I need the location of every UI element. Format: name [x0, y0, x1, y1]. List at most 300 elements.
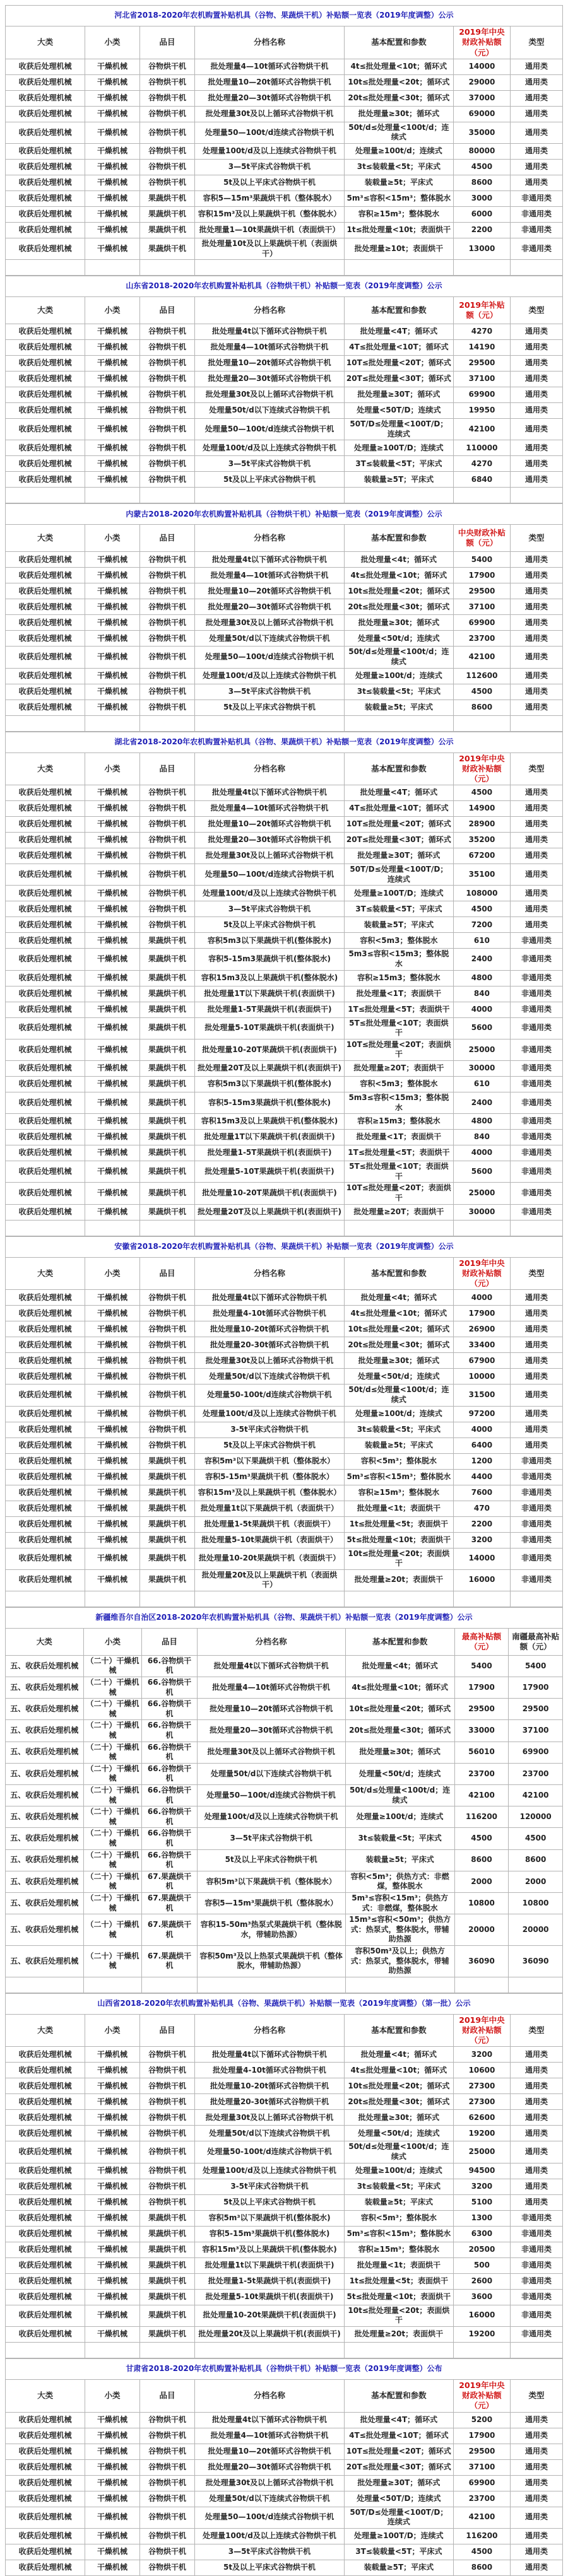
cell-config-params: 处理量≥100t/d；连续式 — [344, 668, 453, 684]
cell-subsidy-amount: 2400 — [453, 1092, 510, 1114]
table-row — [6, 2289, 563, 2305]
cell-subsidy-amount: 35100 — [453, 864, 510, 886]
cell-tier-name: 批处理量10t及以上果蔬烘干机（表面烘干） — [195, 238, 345, 259]
cell-type: 通用类 — [510, 2110, 562, 2126]
cell-subsidy-amount: 10000 — [453, 1369, 510, 1385]
cell-major-category: 收获后处理机械 — [6, 917, 85, 933]
cell-config-params: 处理量≥100t/d；连续式 — [345, 1806, 454, 1828]
cell-major-category: 收获后处理机械 — [6, 631, 85, 647]
cell-config-params: 3T≤装载量<5T；平床式 — [344, 2544, 453, 2560]
cell-type: 非通用类 — [510, 1130, 562, 1145]
cell-major-category: 五、收获后处理机械 — [6, 1892, 84, 1914]
cell-type: 非通用类 — [510, 1532, 562, 1548]
cell-major-category: 收获后处理机械 — [6, 668, 85, 684]
cell-type: 非通用类 — [510, 1002, 562, 1017]
cell-major-category: 收获后处理机械 — [6, 568, 85, 583]
cell-major-category: 五、收获后处理机械 — [6, 1677, 84, 1699]
column-header-1: 大类 — [6, 297, 85, 324]
cell-major-category: 收获后处理机械 — [6, 403, 85, 419]
cell-config-params: 批处理量<1t；表面烘干 — [344, 2257, 453, 2273]
cell-major-category: 收获后处理机械 — [6, 970, 85, 986]
cell-south-xinjiang-subsidy: 17900 — [509, 1677, 563, 1699]
cell-subsidy-amount: 5100 — [453, 2194, 510, 2210]
cell-type: 通用类 — [510, 90, 562, 106]
table-row — [6, 472, 563, 488]
cell-subsidy-amount: 4400 — [453, 1469, 510, 1485]
cell-sub-category: 干燥机械 — [85, 970, 140, 986]
cell-type: 通用类 — [510, 122, 562, 143]
cell-subsidy-amount: 10600 — [453, 2063, 510, 2078]
cell-major-category: 收获后处理机械 — [6, 933, 85, 949]
cell-type: 通用类 — [510, 917, 562, 933]
empty-cell — [510, 488, 562, 503]
cell-tier-name: 5t及以上平床式谷物烘干机 — [197, 1849, 345, 1871]
column-header-3: 品目 — [142, 1628, 197, 1655]
column-header-6: 中央财政补贴额（元） — [453, 525, 510, 552]
cell-major-category: 收获后处理机械 — [6, 419, 85, 440]
cell-sub-category: 干燥机械 — [85, 1485, 140, 1501]
cell-tier-name: 批处理量4-10t循环式谷物烘干机 — [195, 1306, 345, 1321]
cell-type: 通用类 — [510, 2507, 562, 2528]
cell-major-category: 收获后处理机械 — [6, 886, 85, 901]
cell-major-category: 收获后处理机械 — [6, 1422, 85, 1437]
table-title: 湖北省2018-2020年农机购置补贴机具（谷物、果蔬烘干机）补贴额一览表（2019年度调整）公示 — [6, 732, 563, 752]
empty-cell — [344, 715, 453, 731]
header-row — [6, 297, 563, 324]
cell-major-category: 收获后处理机械 — [6, 90, 85, 106]
cell-subsidy-amount: 470 — [453, 1501, 510, 1516]
cell-major-category: 收获后处理机械 — [6, 2326, 85, 2342]
cell-config-params: 批处理量≥30t；循环式 — [344, 106, 453, 122]
cell-major-category: 收获后处理机械 — [6, 2047, 85, 2063]
empty-cell — [510, 2342, 562, 2358]
cell-item: 66.谷物烘干机 — [142, 1828, 197, 1849]
cell-config-params: 装载量≥5T；平床式 — [344, 472, 453, 488]
cell-type: 通用类 — [510, 864, 562, 886]
column-header-5: 基本配置和参数 — [344, 297, 453, 324]
cell-sub-category: 干燥机械 — [85, 238, 140, 259]
cell-subsidy-amount: 35000 — [453, 122, 510, 143]
cell-tier-name: 容积5—15m³果蔬烘干机（整体脱水） — [197, 1892, 345, 1914]
cell-subsidy-amount: 4500 — [453, 901, 510, 917]
cell-major-category: 收获后处理机械 — [6, 1469, 85, 1485]
empty-cell — [195, 1591, 345, 1607]
cell-type: 非通用类 — [510, 190, 562, 206]
cell-subsidy-amount: 14000 — [453, 1548, 510, 1569]
cell-item: 谷物烘干机 — [139, 403, 194, 419]
table-row — [6, 552, 563, 568]
cell-subsidy-amount: 500 — [453, 2257, 510, 2273]
cell-sub-category: 干燥机械 — [85, 456, 140, 472]
empty-spacer-row — [6, 715, 563, 731]
table-row — [6, 684, 563, 700]
cell-tier-name: 处理量50—100t/d连续式谷物烘干机 — [195, 419, 345, 440]
cell-tier-name: 批处理量1-5T果蔬烘干机(表面烘干) — [195, 1145, 345, 1161]
table-row — [6, 2507, 563, 2528]
empty-cell — [453, 1591, 510, 1607]
cell-sub-category: 干燥机械 — [85, 2110, 140, 2126]
table-row — [6, 106, 563, 122]
table-row — [6, 2326, 563, 2342]
empty-spacer-row — [6, 260, 563, 276]
cell-config-params: 装载量≥5T；平床式 — [344, 917, 453, 933]
cell-tier-name: 处理量100t/d及以上连续式谷物烘干机 — [195, 886, 345, 901]
table-row — [6, 1017, 563, 1039]
cell-item: 67.果蔬烘干机 — [142, 1871, 197, 1892]
cell-config-params: 10t≤批处理量<20t；循环式 — [345, 1699, 454, 1720]
cell-subsidy-amount: 29500 — [453, 583, 510, 599]
cell-subsidy-amount: 116200 — [453, 2528, 510, 2544]
cell-item: 66.谷物烘干机 — [142, 1742, 197, 1763]
cell-tier-name: 容积5m³以下果蔬烘干机（整体脱水） — [197, 1871, 345, 1892]
cell-config-params: 1t≤批处理量<10t；表面烘干 — [344, 222, 453, 238]
cell-item: 谷物烘干机 — [139, 440, 194, 456]
table-row — [6, 1677, 563, 1699]
table-row — [6, 2305, 563, 2326]
table-row — [6, 631, 563, 647]
cell-item: 67.果蔬烘干机 — [142, 1945, 197, 1977]
cell-subsidy-amount: 27300 — [453, 2078, 510, 2094]
cell-item: 谷物烘干机 — [139, 1437, 194, 1453]
cell-item: 谷物烘干机 — [139, 2141, 194, 2163]
table-title-row — [6, 2358, 563, 2379]
cell-sub-category: 干燥机械 — [85, 403, 140, 419]
cell-sub-category: 干燥机械 — [85, 159, 140, 175]
cell-max-subsidy-amount: 33000 — [454, 1720, 509, 1742]
cell-sub-category: 干燥机械 — [85, 2210, 140, 2226]
table-row — [6, 2210, 563, 2226]
empty-spacer-row — [6, 1591, 563, 1607]
cell-type: 通用类 — [510, 1385, 562, 1406]
table-title: 安徽省2018-2020年农机购置补贴机具（谷物、果蔬烘干机）补贴额一览表（2019年度调整）公示 — [6, 1236, 563, 1257]
cell-type: 通用类 — [510, 2141, 562, 2163]
cell-item: 66.谷物烘干机 — [142, 1806, 197, 1828]
cell-subsidy-amount: 25000 — [453, 1039, 510, 1060]
cell-subsidy-amount: 3200 — [453, 1532, 510, 1548]
cell-tier-name: 容积5m3以下果蔬烘干机(整体脱水) — [195, 933, 345, 949]
cell-type: 非通用类 — [510, 2242, 562, 2257]
empty-cell — [344, 1220, 453, 1236]
cell-item: 谷物烘干机 — [139, 647, 194, 668]
cell-max-subsidy-amount: 42100 — [454, 1785, 509, 1806]
cell-max-subsidy-amount: 29500 — [454, 1699, 509, 1720]
cell-major-category: 收获后处理机械 — [6, 472, 85, 488]
cell-config-params: 10T≤批处理量<20T；表面烘干 — [344, 1039, 453, 1060]
cell-type: 通用类 — [510, 1353, 562, 1369]
cell-tier-name: 批处理量30t及以上循环式谷物烘干机 — [195, 1353, 345, 1369]
cell-tier-name: 5t及以上平床式谷物烘干机 — [195, 700, 345, 715]
cell-major-category: 收获后处理机械 — [6, 2110, 85, 2126]
cell-tier-name: 批处理量10-20T果蔬烘干机(表面烘干) — [195, 1039, 345, 1060]
cell-subsidy-amount: 42100 — [453, 647, 510, 668]
column-header-5: 基本配置和参数 — [344, 2379, 453, 2412]
cell-item: 谷物烘干机 — [139, 668, 194, 684]
cell-sub-category: 干燥机械 — [85, 886, 140, 901]
cell-type: 通用类 — [510, 1437, 562, 1453]
cell-tier-name: 批处理量10-20t果蔬烘干机（表面烘干） — [195, 1548, 345, 1569]
table-row — [6, 1114, 563, 1130]
table-row — [6, 456, 563, 472]
cell-sub-category: 干燥机械 — [85, 848, 140, 864]
cell-major-category: 五、收获后处理机械 — [6, 1849, 84, 1871]
cell-item: 谷物烘干机 — [139, 2475, 194, 2491]
cell-type: 非通用类 — [510, 1061, 562, 1077]
column-header-4: 分档名称 — [195, 297, 345, 324]
empty-cell — [85, 1220, 140, 1236]
table-row — [6, 1321, 563, 1337]
cell-type: 通用类 — [510, 1321, 562, 1337]
cell-type: 非通用类 — [510, 1548, 562, 1569]
column-header-2: 小类 — [85, 2379, 140, 2412]
cell-tier-name: 批处理量5-10T果蔬烘干机(表面烘干) — [195, 1161, 345, 1183]
cell-subsidy-amount: 5600 — [453, 1161, 510, 1183]
cell-item: 谷物烘干机 — [139, 917, 194, 933]
cell-sub-category: 干燥机械 — [85, 1145, 140, 1161]
cell-tier-name: 批处理量30t及以上循环式谷物烘干机 — [195, 2110, 345, 2126]
cell-type: 非通用类 — [510, 1516, 562, 1532]
cell-max-subsidy-amount: 56010 — [454, 1742, 509, 1763]
cell-type: 非通用类 — [510, 206, 562, 222]
cell-config-params: 50T/D≤处理量<100T/D；连续式 — [344, 2507, 453, 2528]
cell-tier-name: 3—5t平床式谷物烘干机 — [197, 1828, 345, 1849]
cell-config-params: 处理量≥100T/D；连续式 — [344, 440, 453, 456]
cell-tier-name: 批处理量10—20t循环式谷物烘干机 — [195, 817, 345, 833]
cell-sub-category: 干燥机械 — [85, 684, 140, 700]
header-row — [6, 1257, 563, 1290]
table-row — [6, 59, 563, 74]
cell-type: 通用类 — [510, 175, 562, 190]
column-header-7: 类型 — [510, 2379, 562, 2412]
table-title: 甘肃省2018-2020年农机购置补贴机具（谷物烘干机）补贴额一览表（2019年度调整）公布 — [6, 2358, 563, 2379]
cell-tier-name: 5t及以上平床式谷物烘干机 — [195, 917, 345, 933]
cell-tier-name: 容积50m³及以上热泵式果蔬烘干机（整体脱水，带辅助热源） — [197, 1945, 345, 1977]
cell-major-category: 五、收获后处理机械 — [6, 1785, 84, 1806]
cell-tier-name: 批处理量10—20t循环式谷物烘干机 — [195, 2444, 345, 2459]
table-title-row — [6, 732, 563, 752]
cell-subsidy-amount: 840 — [453, 1130, 510, 1145]
cell-sub-category: 干燥机械 — [85, 2444, 140, 2459]
cell-config-params: 5t≤批处理量<10t；表面烘干 — [344, 2289, 453, 2305]
cell-sub-category: 干燥机械 — [85, 1321, 140, 1337]
table-row — [6, 122, 563, 143]
cell-tier-name: 批处理量4—10t循环式谷物烘干机 — [195, 59, 345, 74]
cell-item: 果蔬烘干机 — [139, 222, 194, 238]
cell-major-category: 收获后处理机械 — [6, 1077, 85, 1092]
empty-spacer-row — [6, 1977, 563, 1993]
cell-sub-category: 干燥机械 — [85, 122, 140, 143]
cell-major-category: 收获后处理机械 — [6, 583, 85, 599]
cell-tier-name: 容积5-15m³果蔬烘干机（整体脱水） — [195, 1469, 345, 1485]
table-row — [6, 206, 563, 222]
column-header-1: 大类 — [6, 1257, 85, 1290]
cell-config-params: 50t/d≤处理量<100t/d；连续式 — [344, 122, 453, 143]
cell-major-category: 五、收获后处理机械 — [6, 1871, 84, 1892]
cell-tier-name: 批处理量30t及以上循环式谷物烘干机 — [197, 1742, 345, 1763]
cell-south-xinjiang-subsidy: 5400 — [509, 1655, 563, 1677]
cell-subsidy-amount: 6300 — [453, 2226, 510, 2242]
cell-item: 谷物烘干机 — [139, 583, 194, 599]
column-header-6: 2019年中央财政补贴额（元） — [453, 752, 510, 785]
column-header-7: 类型 — [510, 752, 562, 785]
cell-type: 通用类 — [510, 2179, 562, 2194]
cell-major-category: 收获后处理机械 — [6, 143, 85, 159]
cell-type: 通用类 — [510, 2491, 562, 2507]
cell-tier-name: 处理量50t/d以下连续式谷物烘干机 — [195, 2491, 345, 2507]
cell-config-params: 3t≤装载量<5t；平床式 — [344, 159, 453, 175]
cell-sub-category: 干燥机械 — [85, 1469, 140, 1485]
cell-max-subsidy-amount: 23700 — [454, 1763, 509, 1784]
cell-item: 果蔬烘干机 — [139, 1077, 194, 1092]
cell-config-params: 容积≥15m³；整体脱水 — [344, 1485, 453, 1501]
cell-config-params: 4t≤批处理量<10t；循环式 — [345, 1677, 454, 1699]
cell-major-category: 收获后处理机械 — [6, 1161, 85, 1183]
cell-tier-name: 3-5t平床式谷物烘干机 — [195, 1422, 345, 1437]
cell-type: 通用类 — [510, 440, 562, 456]
cell-sub-category: 干燥机械 — [85, 599, 140, 615]
cell-config-params: 批处理量<4t；循环式 — [344, 2047, 453, 2063]
table-row — [6, 1945, 563, 1977]
cell-config-params: 批处理量≥30t；循环式 — [344, 615, 453, 631]
cell-subsidy-amount: 19200 — [453, 2126, 510, 2141]
table-row — [6, 1092, 563, 1114]
cell-tier-name: 批处理量20—30t循环式谷物烘干机 — [195, 2459, 345, 2475]
column-header-7: 类型 — [510, 1257, 562, 1290]
cell-subsidy-amount: 33400 — [453, 1337, 510, 1353]
table-row — [6, 238, 563, 259]
cell-tier-name: 容积5—15m³果蔬烘干机（整体脱水） — [195, 190, 345, 206]
empty-cell — [453, 715, 510, 731]
table-row — [6, 222, 563, 238]
header-row — [6, 2014, 563, 2047]
cell-config-params: 批处理量≥30t；循环式 — [345, 1742, 454, 1763]
table-row — [6, 2226, 563, 2242]
cell-major-category: 五、收获后处理机械 — [6, 1720, 84, 1742]
table-row — [6, 419, 563, 440]
cell-tier-name: 批处理量20-30t循环式谷物烘干机 — [195, 2094, 345, 2110]
cell-sub-category: （二十）干燥机械 — [83, 1742, 142, 1763]
cell-subsidy-amount: 14900 — [453, 801, 510, 817]
cell-type: 非通用类 — [510, 1017, 562, 1039]
cell-major-category: 五、收获后处理机械 — [6, 1699, 84, 1720]
cell-subsidy-amount: 4500 — [453, 2544, 510, 2560]
table-row — [6, 143, 563, 159]
cell-major-category: 收获后处理机械 — [6, 1437, 85, 1453]
cell-sub-category: （二十）干燥机械 — [83, 1655, 142, 1677]
cell-subsidy-amount: 4000 — [453, 1290, 510, 1306]
cell-type: 通用类 — [510, 801, 562, 817]
table-row — [6, 1763, 563, 1784]
column-header-6: 2019年中央财政补贴额（元） — [453, 26, 510, 59]
cell-config-params: 20t≤批处理量<30t；循环式 — [345, 1720, 454, 1742]
cell-type: 通用类 — [510, 1406, 562, 1422]
cell-sub-category: 干燥机械 — [85, 2412, 140, 2428]
table-row — [6, 1369, 563, 1385]
column-header-6: 2019年补贴额（元） — [453, 297, 510, 324]
empty-cell — [6, 488, 85, 503]
cell-item: 果蔬烘干机 — [139, 1516, 194, 1532]
cell-tier-name: 处理量50t/d以下连续式谷物烘干机 — [195, 1369, 345, 1385]
empty-cell — [6, 260, 85, 276]
cell-major-category: 收获后处理机械 — [6, 1337, 85, 1353]
column-header-1: 大类 — [6, 525, 85, 552]
cell-item: 果蔬烘干机 — [139, 1204, 194, 1220]
cell-south-xinjiang-subsidy: 37100 — [509, 1720, 563, 1742]
cell-subsidy-amount: 610 — [453, 1077, 510, 1092]
cell-type: 通用类 — [510, 583, 562, 599]
cell-sub-category: 干燥机械 — [85, 817, 140, 833]
column-header-1: 大类 — [6, 2014, 85, 2047]
cell-sub-category: 干燥机械 — [85, 2242, 140, 2257]
column-header-4: 分档名称 — [197, 1628, 345, 1655]
cell-south-xinjiang-subsidy: 23700 — [509, 1763, 563, 1784]
table-row — [6, 175, 563, 190]
cell-type: 通用类 — [510, 419, 562, 440]
cell-config-params: 20T≤批处理量<30T；循环式 — [344, 372, 453, 387]
cell-type: 非通用类 — [510, 986, 562, 1002]
column-header-5: 基本配置和参数 — [344, 525, 453, 552]
cell-config-params: 1T≤批处理量<5T；表面烘干 — [344, 1145, 453, 1161]
cell-type: 通用类 — [510, 2412, 562, 2428]
cell-item: 66.谷物烘干机 — [142, 1677, 197, 1699]
cell-major-category: 收获后处理机械 — [6, 2273, 85, 2289]
cell-type: 非通用类 — [510, 1077, 562, 1092]
cell-tier-name: 批处理量1T以下果蔬烘干机(表面烘干) — [195, 1130, 345, 1145]
cell-item: 果蔬烘干机 — [139, 2273, 194, 2289]
cell-major-category: 五、收获后处理机械 — [6, 1914, 84, 1946]
column-header-3: 品目 — [139, 2379, 194, 2412]
cell-tier-name: 批处理量10—20t循环式谷物烘干机 — [195, 583, 345, 599]
cell-sub-category: 干燥机械 — [85, 2560, 140, 2575]
table-row — [6, 986, 563, 1002]
cell-item: 谷物烘干机 — [139, 2507, 194, 2528]
table-row — [6, 1849, 563, 1871]
cell-tier-name: 批处理量20—30t循环式谷物烘干机 — [195, 90, 345, 106]
table-row — [6, 833, 563, 848]
table-row — [6, 1353, 563, 1369]
cell-item: 果蔬烘干机 — [139, 2257, 194, 2273]
cell-sub-category: 干燥机械 — [85, 340, 140, 356]
column-header-4: 分档名称 — [195, 525, 345, 552]
cell-subsidy-amount: 840 — [453, 986, 510, 1002]
cell-major-category: 收获后处理机械 — [6, 159, 85, 175]
cell-tier-name: 容积15-50m³热泵式果蔬烘干机（整体脱水，带辅助热源） — [197, 1914, 345, 1946]
cell-major-category: 收获后处理机械 — [6, 2412, 85, 2428]
cell-tier-name: 批处理量4—10t循环式谷物烘干机 — [195, 801, 345, 817]
cell-sub-category: 干燥机械 — [85, 143, 140, 159]
cell-major-category: 五、收获后处理机械 — [6, 1763, 84, 1784]
cell-item: 谷物烘干机 — [139, 106, 194, 122]
cell-tier-name: 处理量50t/d以下连续式谷物烘干机 — [195, 2126, 345, 2141]
cell-sub-category: 干燥机械 — [85, 2141, 140, 2163]
subsidy-table-4 — [5, 732, 563, 1236]
cell-item: 谷物烘干机 — [139, 833, 194, 848]
cell-subsidy-amount: 25000 — [453, 2141, 510, 2163]
cell-sub-category: 干燥机械 — [85, 917, 140, 933]
cell-item: 果蔬烘干机 — [139, 1145, 194, 1161]
table-row — [6, 387, 563, 403]
cell-tier-name: 3-5t平床式谷物烘干机 — [195, 2179, 345, 2194]
column-header-4: 分档名称 — [195, 26, 345, 59]
cell-subsidy-amount: 4500 — [453, 159, 510, 175]
cell-config-params: 1T≤批处理量<5T；表面烘干 — [344, 1002, 453, 1017]
cell-subsidy-amount: 1300 — [453, 2210, 510, 2226]
cell-config-params: 处理量≥100t/d；连续式 — [344, 2163, 453, 2179]
column-header-1: 大类 — [6, 2379, 85, 2412]
cell-config-params: 5m3≤容积<15m3；整体脱水 — [344, 1092, 453, 1114]
cell-major-category: 收获后处理机械 — [6, 1501, 85, 1516]
cell-subsidy-amount: 3200 — [453, 2179, 510, 2194]
cell-sub-category: 干燥机械 — [85, 2326, 140, 2342]
